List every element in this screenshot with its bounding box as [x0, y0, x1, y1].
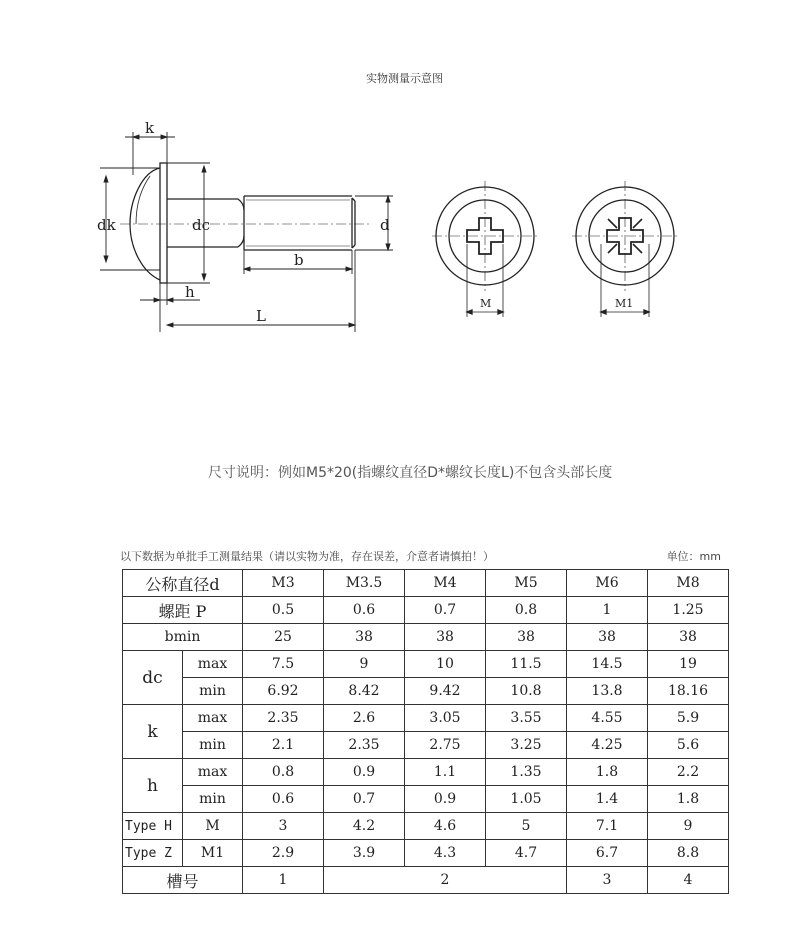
table-cell: 38: [324, 624, 405, 651]
diagram-title: 实物测量示意图: [366, 72, 443, 85]
max-label: max: [183, 705, 243, 732]
table-row-dc-min: [123, 678, 729, 705]
min-label: min: [183, 732, 243, 759]
table-row-k-min: [123, 732, 729, 759]
size-cell: M3: [243, 570, 324, 597]
label-dk: dk: [97, 216, 116, 234]
type-z-label: Type Z: [123, 840, 183, 867]
table-row-bmin: [123, 624, 729, 651]
max-label: max: [183, 759, 243, 786]
type-z-sub: M1: [183, 840, 243, 867]
table-cell: 13.8: [567, 678, 648, 705]
size-cell: M6: [567, 570, 648, 597]
label-M1: M1: [615, 297, 634, 310]
label-dc: dc: [192, 216, 211, 234]
screw-flange: [160, 163, 167, 283]
label-L: L: [256, 307, 266, 325]
table-cell: 4.55: [567, 705, 648, 732]
table-cell: 1.1: [405, 759, 486, 786]
table-cell: 2.35: [324, 732, 405, 759]
dc-label: dc: [123, 651, 183, 705]
table-cell: 0.6: [324, 597, 405, 624]
table-cell: 0.8: [486, 597, 567, 624]
table-cell: 3.05: [405, 705, 486, 732]
table-cell: 6.92: [243, 678, 324, 705]
table-note: 以下数据为单批手工测量结果（请以实物为准，存在误差，介意者请慎拍！）: [120, 550, 494, 563]
max-label: max: [183, 651, 243, 678]
spec-table: [122, 569, 729, 894]
table-cell: 1: [243, 867, 324, 894]
label-d: d: [380, 216, 390, 234]
table-cell: 1.05: [486, 786, 567, 813]
min-label: min: [183, 786, 243, 813]
size-cell: M4: [405, 570, 486, 597]
table-row-h-min: [123, 786, 729, 813]
table-row-type-h: [123, 813, 729, 840]
table-cell: 1.4: [567, 786, 648, 813]
table-cell: 19: [648, 651, 729, 678]
table-cell: 1: [567, 597, 648, 624]
label-M: M: [480, 297, 492, 310]
table-cell: 4.25: [567, 732, 648, 759]
table-row-dc-max: [123, 651, 729, 678]
table-cell: 4.2: [324, 813, 405, 840]
table-cell: 2.2: [648, 759, 729, 786]
table-cell: 6.7: [567, 840, 648, 867]
slot-label: 槽号: [123, 867, 243, 894]
table-cell: 7.5: [243, 651, 324, 678]
table-cell: 3.55: [486, 705, 567, 732]
table-row-slot: [123, 867, 729, 894]
table-cell: 2.6: [324, 705, 405, 732]
table-cell: 14.5: [567, 651, 648, 678]
table-cell: 3.9: [324, 840, 405, 867]
pitch-label: 螺距 P: [123, 597, 243, 624]
measurement-diagram: [0, 0, 809, 360]
k-label: k: [123, 705, 183, 759]
table-cell: 10: [405, 651, 486, 678]
table-cell: 4: [648, 867, 729, 894]
label-b: b: [294, 251, 304, 269]
table-cell: 4.3: [405, 840, 486, 867]
table-cell: 5.6: [648, 732, 729, 759]
table-cell: 0.8: [243, 759, 324, 786]
table-cell: 0.9: [324, 759, 405, 786]
table-cell: 1.8: [567, 759, 648, 786]
screw-side-view: [120, 163, 370, 283]
label-h: h: [185, 283, 195, 301]
size-cell: M3.5: [324, 570, 405, 597]
table-cell: 0.5: [243, 597, 324, 624]
bmin-label: bmin: [123, 624, 243, 651]
table-row-k-max: [123, 705, 729, 732]
h-label: h: [123, 759, 183, 813]
table-row-type-z: [123, 840, 729, 867]
table-cell: 0.7: [324, 786, 405, 813]
table-cell: 2.1: [243, 732, 324, 759]
table-row-h-max: [123, 759, 729, 786]
table-cell: 3.25: [486, 732, 567, 759]
type-h-label: Type H: [123, 813, 183, 840]
table-cell: 9.42: [405, 678, 486, 705]
table-cell: 4.7: [486, 840, 567, 867]
table-cell: 2: [324, 867, 567, 894]
table-cell: 2.9: [243, 840, 324, 867]
table-cell: 25: [243, 624, 324, 651]
min-label: min: [183, 678, 243, 705]
table-cell: 8.8: [648, 840, 729, 867]
table-cell: 9: [324, 651, 405, 678]
table-cell: 4.6: [405, 813, 486, 840]
size-note: 尺寸说明：例如M5*20(指螺纹直径D*螺纹长度L)不包含头部长度: [208, 465, 613, 481]
table-cell: 3: [567, 867, 648, 894]
table-row-pitch: [123, 597, 729, 624]
table-cell: 2.35: [243, 705, 324, 732]
table-cell: 5: [486, 813, 567, 840]
unit-note: 单位：mm: [666, 550, 721, 563]
table-cell: 8.42: [324, 678, 405, 705]
table-cell: 38: [648, 624, 729, 651]
table-cell: 9: [648, 813, 729, 840]
type-h-sub: M: [183, 813, 243, 840]
table-cell: 38: [405, 624, 486, 651]
table-cell: 0.6: [243, 786, 324, 813]
label-k: k: [145, 119, 155, 137]
table-cell: 5.9: [648, 705, 729, 732]
table-row-header: [123, 570, 729, 597]
table-cell: 10.8: [486, 678, 567, 705]
table-cell: 18.16: [648, 678, 729, 705]
table-cell: 0.9: [405, 786, 486, 813]
table-cell: 0.7: [405, 597, 486, 624]
size-cell: M8: [648, 570, 729, 597]
table-cell: 38: [486, 624, 567, 651]
dimension-lines: [100, 132, 393, 332]
table-cell: 11.5: [486, 651, 567, 678]
table-cell: 1.35: [486, 759, 567, 786]
table-cell: 1.8: [648, 786, 729, 813]
table-cell: 3: [243, 813, 324, 840]
table-cell: 7.1: [567, 813, 648, 840]
header-label: 公称直径d: [123, 570, 243, 597]
size-cell: M5: [486, 570, 567, 597]
table-cell: 2.75: [405, 732, 486, 759]
table-cell: 38: [567, 624, 648, 651]
table-cell: 1.25: [648, 597, 729, 624]
